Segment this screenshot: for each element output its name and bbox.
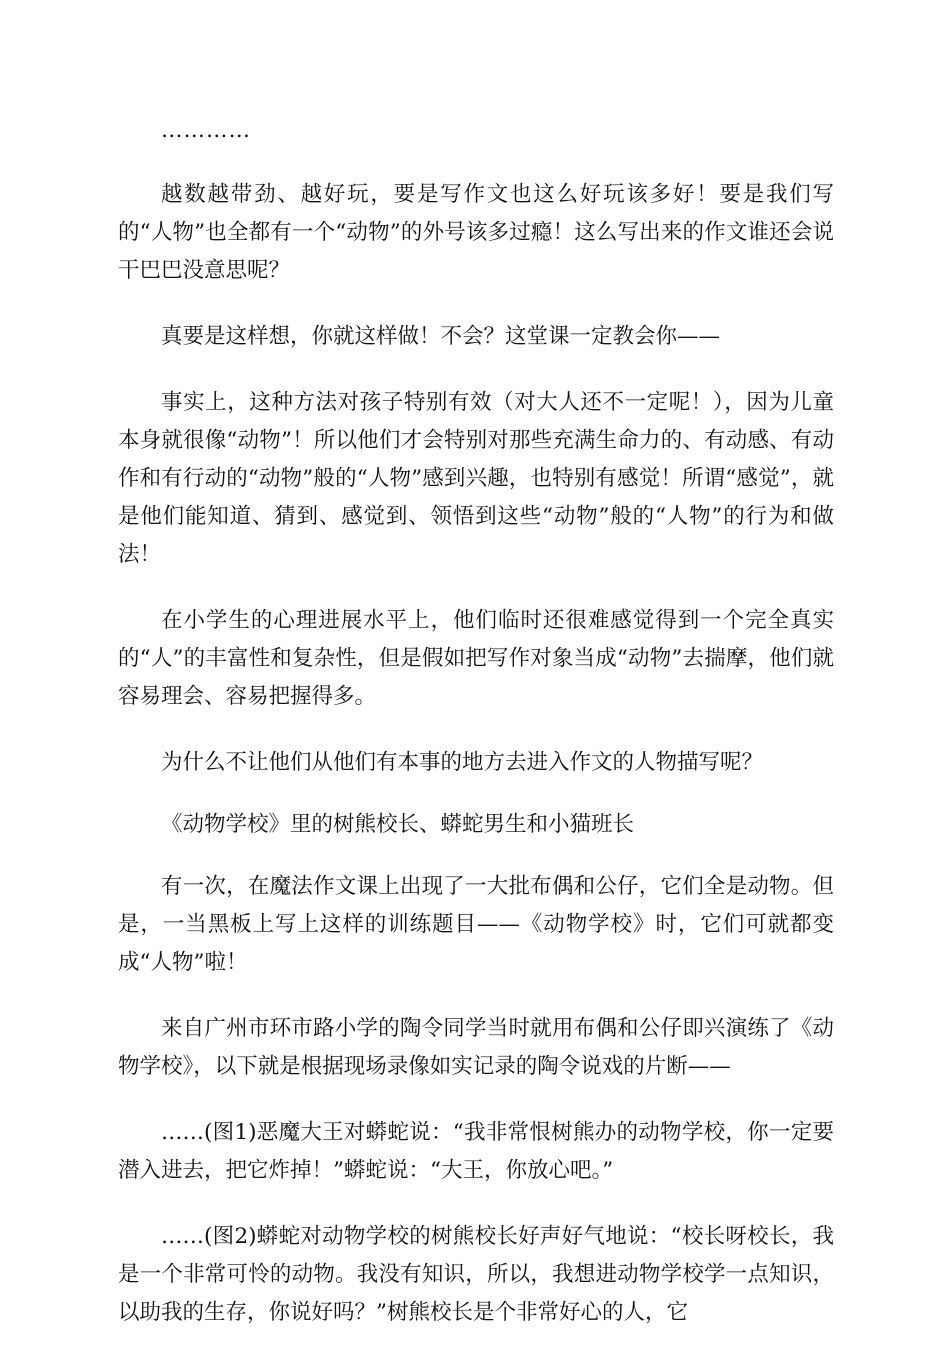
paragraph-2: 真要是这样想，你就这样做！不会？这堂课一定教会你—— bbox=[161, 324, 721, 349]
paragraph-6: 有一次，在魔法作文课上出现了一大批布偶和公仔，它们全是动物。但是，一当黑板上写上这样的训练题目——《动物学校》时，它们可就都变成“人物”啦！ bbox=[118, 874, 834, 975]
paragraph-5: 为什么不让他们从他们有本事的地方去进入作文的人物描写呢？ bbox=[161, 750, 764, 775]
paragraph-8: ……(图1)恶魔大王对蟒蛇说：“我非常恨树熊办的动物学校，你一定要潜入进去，把它炸掉！”蟒蛇说：“大王，你放心吧。” bbox=[118, 1120, 834, 1183]
leading-ellipsis: ………… bbox=[161, 118, 251, 143]
document-body bbox=[118, 112, 834, 1360]
paragraph-3: 事实上，这种方法对孩子特别有效（对大人还不一定呢！），因为儿童本身就很像“动物”！所以他们才会特别对那些充满生命力的、有动感、有动作和有行动的“动物”般的“人物”感到兴趣，也特别有感觉！所谓“感觉”，就是他们能知道、猜到、感觉到、领悟到这些“动物”般的“人物”的行为和做法！ bbox=[118, 390, 834, 567]
paragraph-9: ……(图2)蟒蛇对动物学校的树熊校长好声好气地说：“校长呀校长，我是一个非常可怜的动物。我没有知识，所以，我想进动物学校学一点知识，以助我的生存，你说好吗？”树熊校长是个非常好心的人，它 bbox=[118, 1224, 834, 1325]
section-title: 《动物学校》里的树熊校长、蟒蛇男生和小猫班长 bbox=[161, 812, 635, 837]
paragraph-4: 在小学生的心理进展水平上，他们临时还很难感觉得到一个完全真实的“人”的丰富性和复杂性，但是假如把写作对象当成“动物”去揣摩，他们就容易理会、容易把握得多。 bbox=[118, 608, 834, 709]
paragraph-7: 来自广州市环市路小学的陶令同学当时就用布偶和公仔即兴演练了《动物学校》，以下就是根据现场录像如实记录的陶令说戏的片断—— bbox=[118, 1016, 834, 1079]
paragraph-1: 越数越带劲、越好玩，要是写作文也这么好玩该多好！要是我们写的“人物”也全都有一个“动物”的外号该多过瘾！这么写出来的作文谁还会说干巴巴没意思呢？ bbox=[118, 182, 834, 283]
